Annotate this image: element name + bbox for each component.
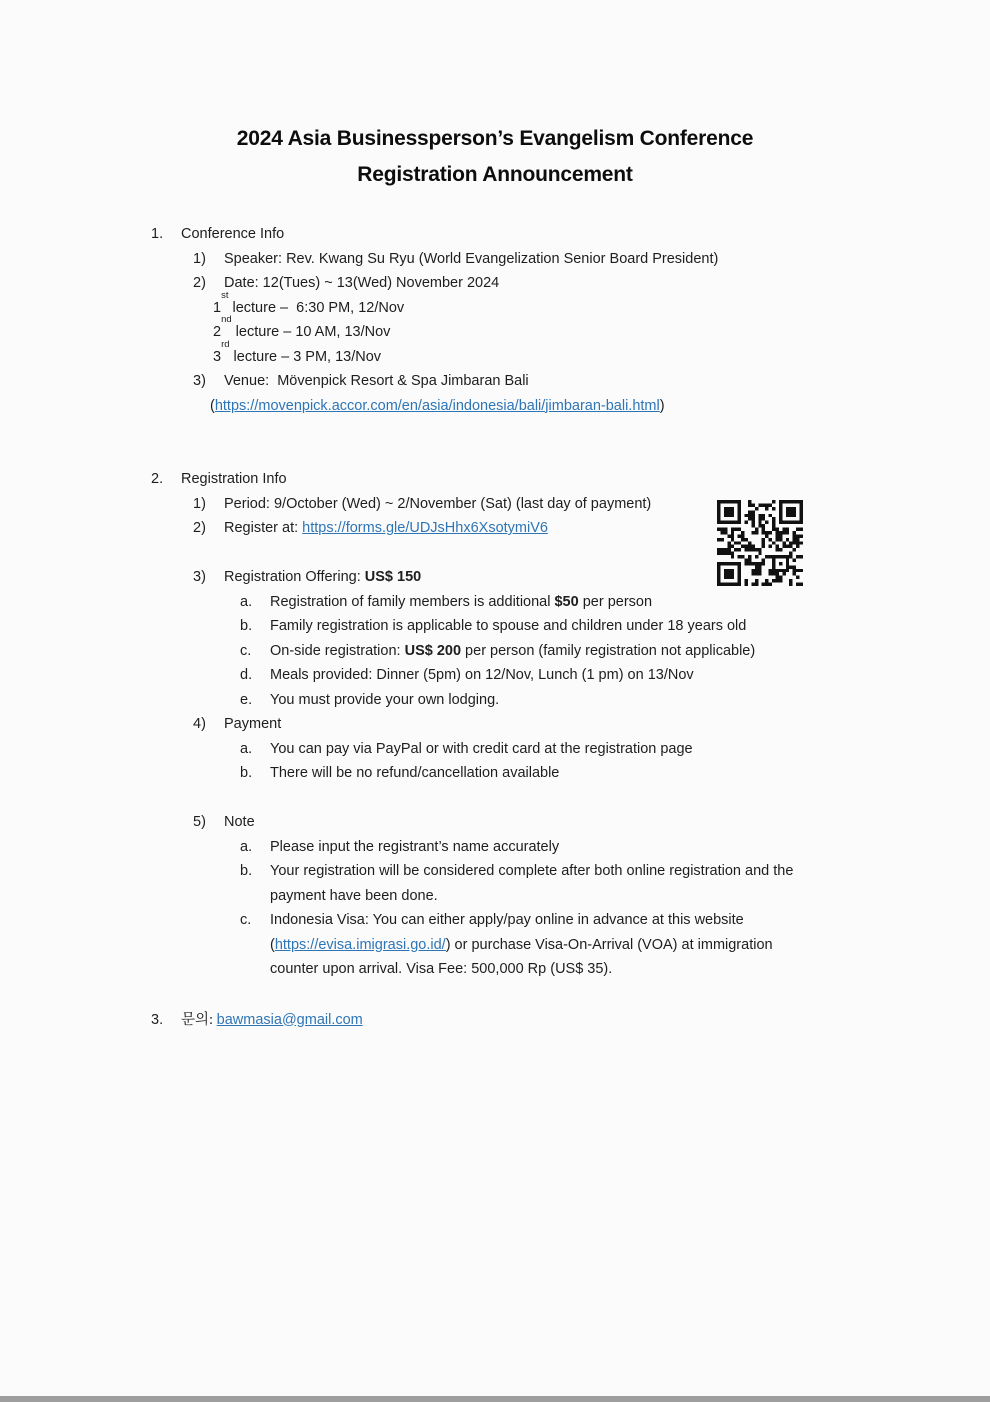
- note-heading: Note: [224, 814, 255, 830]
- offering-item-e-row: [0, 688, 990, 713]
- register-at-row: [0, 516, 990, 541]
- venue-link[interactable]: https://movenpick.accor.com/en/asia/indonesia/bali/jimbaran-bali.html: [214, 397, 660, 414]
- offering-item-c-letter: c.: [240, 642, 252, 659]
- venue-link-open-paren: (: [210, 397, 215, 414]
- offering-item-c-row: [0, 639, 990, 664]
- payment-item-a-text: You can pay via PayPal or with credit card at the registration page: [270, 740, 693, 757]
- venue-link-row: [0, 394, 990, 419]
- register-at-label: Register at:: [224, 520, 303, 536]
- visa-website-link[interactable]: https://evisa.imigrasi.go.id/: [274, 936, 446, 953]
- venue-text: Venue: Mövenpick Resort & Spa Jimbaran Bali: [224, 373, 529, 389]
- speaker-text: Speaker: Rev. Kwang Su Ryu (World Evangelization Senior Board President): [224, 250, 719, 267]
- note-item-b-continuation-row: [0, 884, 990, 909]
- visa-link-open-paren: (: [270, 936, 275, 953]
- lecture-3-ordinal: 3: [213, 348, 222, 365]
- title-line-2: Registration Announcement: [357, 163, 633, 186]
- offering-item-d-row: [0, 663, 990, 688]
- lecture-3-row: [0, 338, 990, 370]
- offering-item-a-letter: a.: [240, 593, 253, 610]
- offering-item-a-post: per person: [578, 593, 653, 610]
- offering-item-c-text: On-side registration:: [270, 642, 405, 659]
- note-item-b-text-line2: payment have been done.: [270, 887, 438, 904]
- conference-heading: Conference Info: [181, 226, 285, 242]
- period-text: Period: 9/October (Wed) ~ 2/November (Sat) (last day of payment): [224, 495, 652, 512]
- lecture-2-ordinal-suffix: nd: [221, 314, 232, 325]
- note-item-b-text-line1: Your registration will be considered complete after both online registration and the: [270, 863, 794, 879]
- registration-heading: Registration Info: [181, 471, 287, 487]
- lecture-1-ordinal-suffix: st: [221, 289, 229, 301]
- speaker-row: [0, 247, 990, 272]
- date-number: 2): [193, 275, 206, 291]
- speaker-number: 1): [193, 250, 206, 267]
- note-item-c-continuation-row: [0, 957, 990, 982]
- note-item-b-row: [0, 859, 990, 884]
- payment-item-b-letter: b.: [240, 765, 253, 781]
- inquiry-row: [0, 1008, 990, 1033]
- offering-item-b-letter: b.: [240, 618, 253, 634]
- lecture-2-row: [0, 314, 990, 345]
- payment-number: 4): [193, 716, 206, 732]
- note-item-a-text: Please input the registrant’s name accurately: [270, 838, 560, 855]
- note-item-a-row: [0, 835, 990, 860]
- offering-item-c-bold: US$ 200: [404, 642, 462, 659]
- registration-qr-code: [717, 500, 803, 586]
- offering-label: Registration Offering:: [224, 569, 365, 585]
- note-number: 5): [193, 814, 206, 830]
- offering-item-a-row: [0, 590, 990, 615]
- date-text: Date: 12(Tues) ~ 13(Wed) November 2024: [224, 275, 500, 291]
- note-item-c-letter: c.: [240, 912, 252, 928]
- payment-item-b-text: There will be no refund/cancellation available: [270, 765, 560, 781]
- register-at-number: 2): [193, 520, 206, 536]
- offering-number: 3): [193, 569, 206, 585]
- venue-number: 3): [193, 373, 206, 389]
- payment-heading: Payment: [224, 716, 282, 732]
- payment-heading-row: [0, 712, 990, 737]
- note-item-c-row: [0, 908, 990, 933]
- lecture-1-text: lecture – 6:30 PM, 12/Nov: [228, 299, 405, 316]
- note-item-c-text-line1: Indonesia Visa: You can either apply/pay online in advance at this website: [270, 912, 744, 928]
- offering-row: [0, 565, 990, 590]
- payment-item-a-letter: a.: [240, 740, 253, 757]
- note-heading-row: [0, 810, 990, 835]
- page-bottom-edge: [0, 1396, 990, 1402]
- offering-item-b-text: Family registration is applicable to spouse and children under 18 years old: [270, 618, 747, 634]
- note-item-c-link-row: [0, 933, 990, 958]
- offering-item-d-text: Meals provided: Dinner (5pm) on 12/Nov, Lunch (1 pm) on 13/Nov: [270, 667, 694, 683]
- lecture-2-ordinal: 2: [213, 324, 222, 340]
- note-item-b-letter: b.: [240, 863, 253, 879]
- date-row: [0, 271, 990, 296]
- payment-item-b-row: [0, 761, 990, 786]
- registration-heading-row: [0, 467, 990, 492]
- venue-row: [0, 369, 990, 394]
- offering-item-a-bold: $50: [554, 593, 579, 610]
- offering-item-d-letter: d.: [240, 667, 253, 683]
- offering-item-e-text: You must provide your own lodging.: [270, 691, 500, 708]
- registration-form-link[interactable]: https://forms.gle/UDJsHhx6XsotymiV6: [302, 520, 548, 536]
- period-number: 1): [193, 495, 206, 512]
- offering-amount: US$ 150: [364, 569, 422, 585]
- note-item-c-text-line3: counter upon arrival. Visa Fee: 500,000 Rp (US$ 35).: [270, 961, 613, 977]
- offering-item-b-row: [0, 614, 990, 639]
- offering-item-c-post: per person (family registration not applicable): [461, 642, 756, 659]
- offering-item-e-letter: e.: [240, 691, 253, 708]
- note-item-c-text-line2: ) or purchase Visa-On-Arrival (VOA) at immigration: [445, 936, 773, 953]
- lecture-1-row: [0, 289, 990, 321]
- period-row: [0, 492, 990, 517]
- lecture-2-text: lecture – 10 AM, 13/Nov: [231, 324, 391, 340]
- lecture-3-ordinal-suffix: rd: [221, 338, 230, 350]
- lecture-1-ordinal: 1: [213, 299, 222, 316]
- inquiry-label: 문의:: [181, 1011, 217, 1028]
- offering-item-a-text: Registration of family members is additional: [270, 593, 555, 610]
- registration-number: 2.: [151, 471, 164, 487]
- venue-link-close-paren: ): [659, 397, 665, 414]
- inquiry-email-link[interactable]: bawmasia@gmail.com: [216, 1011, 363, 1028]
- inquiry-number: 3.: [151, 1011, 164, 1028]
- conference-heading-row: [0, 222, 990, 247]
- lecture-3-text: lecture – 3 PM, 13/Nov: [229, 348, 382, 365]
- note-item-a-letter: a.: [240, 838, 253, 855]
- conference-number: 1.: [151, 226, 164, 242]
- payment-item-a-row: [0, 737, 990, 762]
- title-line-1: 2024 Asia Businessperson’s Evangelism Conference: [236, 127, 754, 150]
- document-title: [0, 0, 990, 193]
